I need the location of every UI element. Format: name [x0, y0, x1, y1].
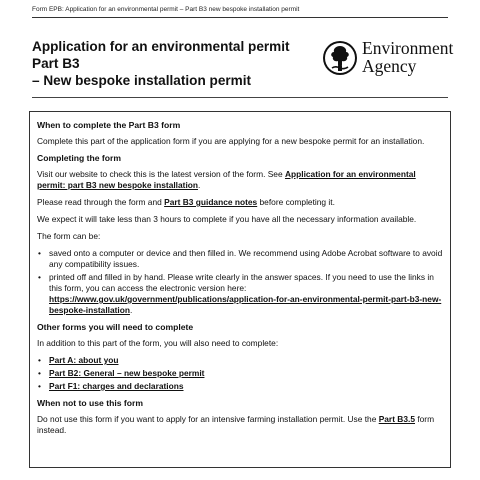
agency-emblem-icon [322, 38, 358, 78]
saved-option-text: saved onto a computer or device and then filled in. We recommend using Adobe Acrobat software to avoid any compatibility issues. [49, 248, 443, 269]
part-b2-link[interactable]: Part B2: General – new bespoke permit [49, 368, 205, 378]
read-through-paragraph [37, 197, 443, 208]
logo-line-2: Agency [362, 56, 417, 76]
list-item [37, 381, 443, 392]
logo-line-1: Environment [362, 38, 454, 58]
title-line-1: Application for an environmental permit Part B3 [32, 39, 290, 71]
printed-option-end: . [129, 305, 133, 315]
bullet-glyph: • [38, 248, 41, 258]
list-item [37, 368, 443, 379]
part-b35-link[interactable]: Part B3.5 [378, 414, 415, 424]
form-id-header: Form EPB: Application for an environmental permit – Part B3 new bespoke installation permit [32, 6, 300, 13]
read-through-end: before completing it. [257, 197, 335, 207]
other-forms-intro: In addition to this part of the form, you will also need to complete: [37, 338, 279, 348]
other-forms-heading: Other forms you will need to complete [37, 322, 194, 332]
when-to-complete-text: Complete this part of the application form if you are applying for a new bespoke permit for an installation. [37, 136, 425, 146]
part-f1-link[interactable]: Part F1: charges and declarations [49, 381, 184, 391]
time-estimate-text: We expect it will take less than 3 hours to complete if you have all the necessary information available. [37, 214, 417, 224]
part-b3-form-link[interactable]: Application for an environmental permit: part B3 new bespoke installation [37, 169, 416, 190]
when-not-text: Do not use this form if you want to apply for an intensive farming installation permit. Use the [37, 414, 379, 424]
bullet-glyph: • [38, 368, 41, 378]
other-forms-list [37, 355, 443, 392]
when-to-complete-heading: When to complete the Part B3 form [37, 120, 181, 130]
form-options-list [37, 248, 443, 316]
latest-version-end: . [198, 180, 201, 190]
environment-agency-logo [322, 38, 452, 84]
bullet-glyph: • [38, 381, 41, 391]
printed-option-text: printed off and filled in by hand. Please write clearly in the answer spaces. If you need to use the links in this form, you can access the electronic version here: [49, 272, 434, 293]
latest-version-text: Visit our website to check this is the latest version of the form. See [37, 169, 285, 179]
list-item [37, 355, 443, 366]
completing-heading: Completing the form [37, 153, 122, 163]
list-item [37, 272, 443, 316]
when-not-heading: When not to use this form [37, 398, 143, 408]
title-line-2: – New bespoke installation permit [32, 73, 252, 88]
logo-wordmark [362, 39, 453, 75]
list-item [37, 248, 443, 270]
instructions-box [29, 111, 451, 468]
top-divider [32, 17, 448, 18]
when-not-end: form instead. [37, 414, 435, 435]
bullet-glyph: • [38, 272, 41, 282]
part-a-link[interactable]: Part A: about you [49, 355, 119, 365]
bullet-glyph: • [38, 355, 41, 365]
read-through-text: Please read through the form and [37, 197, 165, 207]
page-title [32, 38, 302, 89]
guidance-notes-link[interactable]: Part B3 guidance notes [164, 197, 258, 207]
electronic-version-link[interactable]: https://www.gov.uk/government/publications/application-for-an-environmental-permit-part-b3-new-bespoke-installation [49, 294, 442, 315]
header-divider [32, 97, 448, 98]
latest-version-paragraph [37, 169, 443, 191]
form-can-be-text: The form can be: [37, 231, 101, 241]
when-not-paragraph [37, 414, 443, 436]
